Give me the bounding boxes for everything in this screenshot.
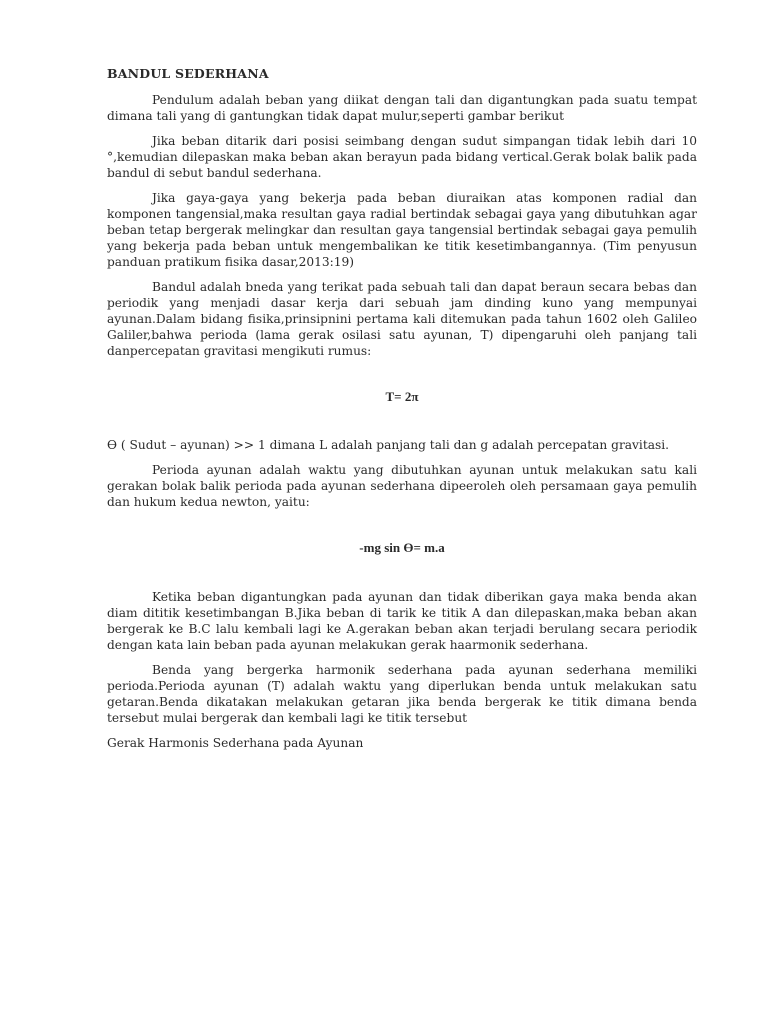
paragraph-force-components: Jika gaya-gaya yang bekerja pada beban diuraikan atas komponen radial dan komponen tangensial,maka resultan gaya radial bertindak sebagai gaya yang dibutuhkan agar beban tetap bergerak melingkar dan resultan gaya tangensial bertindak sebagai gaya pemulih yang bekerja pada beban untuk mengembalikan ke titik kesetimbangannya. (Tim penyusun panduan pratikum fisika dasar,2013:19) [107, 191, 697, 269]
formula-period: T= 2π [385, 389, 419, 404]
paragraph-harmonic-motion: Benda yang bergerka harmonik sederhana pada ayunan sederhana memiliki perioda.Perioda ayunan (T) adalah waktu yang diperlukan benda untuk melakukan satu getaran.Benda dikatakan melakukan getaran jika benda bergerak ke titik dimana benda tersebut mulai bergerak dan kembali lagi ke titik tersebut [107, 663, 697, 725]
paragraph-period-definition: Perioda ayunan adalah waktu yang dibutuhkan ayunan untuk melakukan satu kali gerakan bolak balik perioda pada ayunan sederhana dipeeroleh oleh persamaan gaya pemulih dan hukum kedua newton, yaitu: [107, 463, 697, 509]
document-title: BANDUL SEDERHANA [107, 66, 269, 81]
figure-caption: Gerak Harmonis Sederhana pada Ayunan [107, 736, 364, 750]
formula-restoring-force: -mg sin Ɵ= m.a [359, 540, 445, 555]
paragraph-simple-pendulum: Jika beban ditarik dari posisi seimbang dengan sudut simpangan tidak lebih dari 10 °,kemudian dilepaskan maka beban akan berayun pada bidang vertical.Gerak bolak balik pada bandul di sebut bandul sederhana. [107, 134, 697, 180]
document-page [107, 66, 697, 751]
paragraph-pendulum-definition: Pendulum adalah beban yang diikat dengan tali dan digantungkan pada suatu tempat dimana tali yang di gantungkan tidak dapat mulur,seperti gambar berikut [107, 93, 697, 123]
paragraph-equilibrium: Ketika beban digantungkan pada ayunan dan tidak diberikan gaya maka benda akan diam dititik kesetimbangan B.Jika beban di tarik ke titik A dan dilepaskan,maka beban akan bergerak ke B.C lalu kembali lagi ke A.gerakan beban akan terjadi berulang secara periodik dengan kata lain beban pada ayunan melakukan gerak haarmonik sederhana. [107, 590, 697, 652]
paragraph-galileo: Bandul adalah bneda yang terikat pada sebuah tali dan dapat beraun secara bebas dan periodik yang menjadi dasar kerja dari sebuah jam dinding kuno yang mempunyai ayunan.Dalam bidang fisika,prinsipnini pertama kali ditemukan pada tahun 1602 oleh Galileo Galiler,bahwa perioda (lama gerak osilasi satu ayunan, T) dipengaruhi oleh panjang tali danpercepatan gravitasi mengikuti rumus: [107, 280, 697, 358]
paragraph-angle-note: Ɵ ( Sudut – ayunan) >> 1 dimana L adalah panjang tali dan g adalah percepatan gravitasi. [107, 438, 670, 452]
